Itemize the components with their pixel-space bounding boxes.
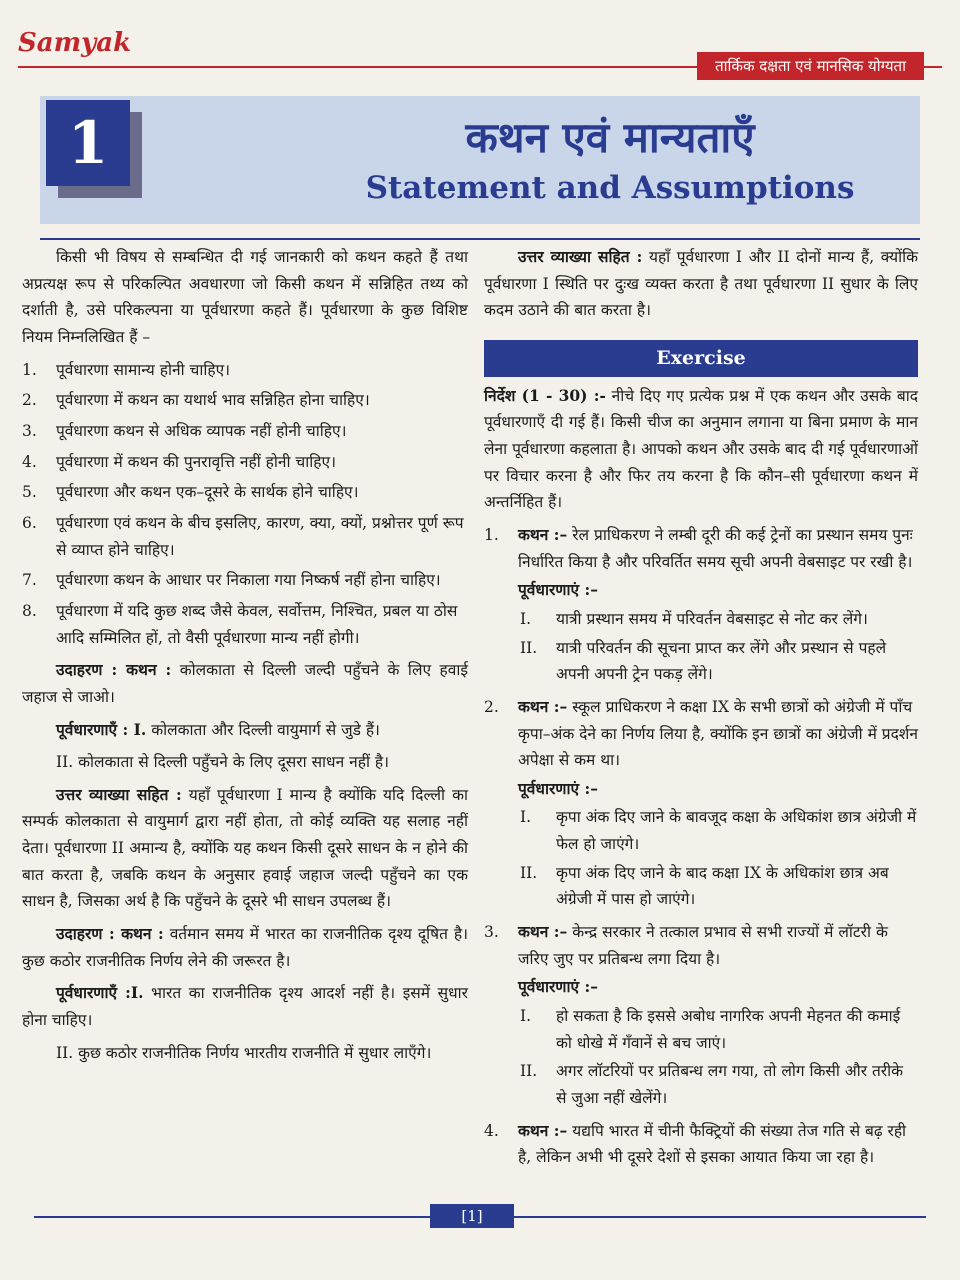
example-1-answer [22,782,468,915]
assumption-text: यात्री प्रस्थान समय में परिवर्तन वेबसाइट से नोट कर लेंगे। [556,609,868,628]
example-1-statement [22,657,468,710]
assumption-number: II. [520,863,538,882]
question-body [518,919,918,1114]
assumption-item [518,635,918,688]
list-item [22,357,468,384]
assumption-number: I. [520,808,532,827]
question-number: 1. [484,525,499,544]
question-item [484,919,918,1114]
assumption-text: कोलकाता और दिल्ली वायुमार्ग से जुडे हैं। [151,720,380,739]
rule-text: पूर्वधारणा में कथन की पुनरावृत्ति नहीं होनी चाहिए। [56,452,336,471]
assumption-label: पूर्वधारणाएँ :I. [56,983,144,1003]
statement-text: स्कूल प्राधिकरण ने कक्षा IX के सभी छात्रों को अंग्रेजी में पाँच कृपा–अंक देने का निर्णय लिया है, क्योंकि इन छात्रों का अंग्रेजी में प्रदर्शन अपेक्षा से कम था। [518,697,918,770]
question-item [484,694,918,915]
list-item [22,449,468,476]
example-1-assumption-2: II. कोलकाता से दिल्ली पहुँचने के लिए दूसरा साधन नहीं है। [56,753,389,772]
answer-label: उत्तर व्याख्या सहित : [56,784,182,804]
list-item [22,598,468,651]
rule-number: 3. [22,421,37,440]
question-item [484,1118,918,1171]
rule-text: पूर्वधारणा और कथन एक–दूसरे के सार्थक होने चाहिए। [56,483,359,502]
statement-text: रेल प्राधिकरण ने लम्बी दूरी की कई ट्रेनों का प्रस्थान समय पुनः निर्धारित किया है और परिवर्तित समय सूची अपनी वेबसाइट पर रखी है। [518,525,913,571]
statement-text: केन्द्र सरकार ने तत्काल प्रभाव से सभी राज्यों में लॉटरी के जरिए जुए पर प्रतिबन्ध लगा दिया है। [518,923,888,968]
rule-number: 1. [22,360,37,379]
example-1-assumption-1 [22,717,468,744]
question-number: 4. [484,1121,499,1140]
example-label: उदाहरण : कथन : [56,660,172,680]
assumption-text: भारत का राजनीतिक दृश्य आदर्श नहीं है। इसमें सुधार होना चाहिए। [22,984,468,1030]
question-statement [518,522,918,575]
chapter-title-english: Statement and Assumptions [365,170,855,206]
list-item [22,510,468,563]
assumption-item [518,1003,918,1056]
assumption-text: हो सकता है कि इससे अबोध नागरिक अपनी मेहनत की कमाई को धोखे में गँवानें से बच जाएं। [556,1007,901,1052]
statement-label: कथन :– [518,922,568,942]
question-statement [518,1118,918,1171]
rule-text: पूर्वधारणा कथन के आधार पर निकाला गया निष्कर्ष नहीं होना चाहिए। [56,571,441,590]
assumption-number: II. [520,1062,538,1081]
directions [484,383,918,516]
directions-text: नीचे दिए गए प्रत्येक प्रश्न में एक कथन और उसके बाद पूर्वधारणाएँ दी गई हैं। किसी चीज का अनुमान लगाना या बिना प्रमाण के मान लेना पूर्वधारणा कहलाता है। आपको कथन और उसके बाद दी गई पूर्वधारणाओं पर विचार करना है और फिर तय करना है कि कौन–सी पूर्वधारणा कथन में अन्तर्निहित हैं। [484,386,918,512]
assumption-item [518,804,918,857]
list-item [22,418,468,445]
rule-number: 8. [22,601,37,620]
page-number: [1] [430,1204,514,1228]
answer-label: उत्तर व्याख्या सहित : [518,247,643,266]
statement-text: यद्यपि भारत में चीनी फैक्ट्रियों की संख्या तेज गति से बढ़ रही है, लेकिन अभी भी दूसरे देशों से इसका आयात किया जा रहा है। [518,1121,907,1167]
rule-text: पूर्वधारणा सामान्य होनी चाहिए। [56,360,231,379]
example-2-answer [484,244,918,324]
rule-number: 7. [22,571,37,590]
brand-logo: Samyak [18,28,132,58]
answer-text: यहाँ पूर्वधारणा I और II दोनों मान्य हैं, क्योंकि पूर्वधारणा I स्थिति पर दुःख व्यक्त करता है तथा पूर्वधारणा II सुधार के लिए कदम उठाने की बात करता है। [484,248,919,320]
assumption-text: यात्री परिवर्तन की सूचना प्राप्त कर लेंगे और प्रस्थान से पहले अपनी अपनी ट्रेन पकड़ लेंगे। [556,638,887,684]
list-item [22,387,468,414]
statement-label: कथन :– [518,524,568,544]
exercise-heading: Exercise [484,340,918,377]
question-statement [518,694,918,774]
question-number: 3. [484,923,499,942]
assumption-text: कृपा अंक दिए जाने के बाद कक्षा IX के अधिकांश छात्र अब अंग्रेजी में पास हो जाएंगे। [556,863,889,909]
chapter-title-hindi: कथन एवं मान्यताएँ [465,113,755,162]
rule-text: पूर्वधारणा में कथन का यथार्थ भाव सन्निहित होना चाहिए। [56,391,370,410]
assumptions-heading: पूर्वधारणाएं :– [518,778,598,798]
example-text: वर्तमान समय में भारत का राजनीतिक दृश्य दूषित है। कुछ कठोर राजनीतिक निर्णय लेने की जरूरत है। [22,925,468,970]
rule-text: पूर्वधारणा कथन से अधिक व्यापक नहीं होनी चाहिए। [56,421,347,440]
subject-tag: तार्किक दक्षता एवं मानसिक योग्यता [697,52,924,80]
assumption-number: I. [520,1007,532,1026]
example-label: उदाहरण : कथन : [56,924,164,944]
assumption-item [518,1058,918,1111]
list-item [22,567,468,594]
directions-label: निर्देश (1 - 30) :- [484,385,606,405]
intro-paragraph: किसी भी विषय से सम्बन्धित दी गई जानकारी को कथन कहते हैं तथा अप्रत्यक्ष रूप से परिकल्पित अवधारणा जो किसी कथन में सन्निहित तथ्य को दर्शाती है, उसे परिकल्पना या पूर्वधारणा कहते हैं। पूर्वधारणा के कुछ विशिष्ट नियम निम्नलिखित हैं – [22,248,468,346]
example-2-assumption-2: II. कुछ कठोर राजनीतिक निर्णय भारतीय राजनीति में सुधार लाएँगे। [56,1043,432,1062]
left-column [22,244,468,1072]
rule-number: 4. [22,452,37,471]
statement-label: कथन :– [518,696,568,716]
question-body [518,1118,918,1171]
assumption-text: कृपा अंक दिए जाने के बावजूद कक्षा के अधिकांश छात्र अंग्रेजी में फेल हो जाएंगे। [556,808,917,854]
answer-text: यहाँ पूर्वधारणा I मान्य है क्योंकि यदि दिल्ली का सम्पर्क कोलकाता से वायुमार्ग द्वारा नहीं होता, तो कोई व्यक्ति यह सलाह नहीं देता। पूर्वधारणा II अमान्य है, क्योंकि यह कथन किसी दूसरे साधन के न होने की बात करता है, जबकि कथन के अनुसार हवाई जहाज जल्दी पहुँचने का एक साधन है, जिसका अर्थ है कि पहुँचने के दूसरे भी साधन उपलब्ध हैं। [22,785,468,911]
question-item [484,522,918,690]
example-text: कोलकाता से दिल्ली जल्दी पहुँचने के लिए हवाई जहाज से जाओ। [22,661,468,706]
assumption-item [518,606,918,633]
chapter-rule [40,238,920,240]
assumptions-heading: पूर्वधारणाएं :– [518,977,598,997]
question-statement [518,919,918,972]
rules-list [22,357,468,652]
assumption-number: I. [520,609,532,628]
assumption-text: अगर लॉटरियों पर प्रतिबन्ध लग गया, तो लोग किसी और तरीके से जुआ नहीं खेलेंगे। [556,1062,904,1108]
assumption-label: पूर्वधारणाएँ : I. [56,719,147,739]
rule-text: पूर्वधारणा में यदि कुछ शब्द जैसे केवल, सर्वोत्तम, निश्चित, प्रबल या ठोस आदि सम्मिलित हों, तो वैसी पूर्वधारणा मान्य नहीं होगी। [56,601,458,647]
chapter-number: 1 [46,100,130,186]
rule-text: पूर्वधारणा एवं कथन के बीच इसलिए, कारण, क्या, क्यों, प्रश्नोत्तर पूर्ण रूप से व्याप्त होने चाहिए। [56,513,464,559]
statement-label: कथन :– [518,1120,568,1140]
rule-number: 6. [22,513,37,532]
assumption-item [518,860,918,913]
example-2-assumption-1 [22,980,468,1033]
question-number: 2. [484,697,499,716]
example-2-statement [22,921,468,974]
assumptions-heading: पूर्वधारणाएं :– [518,580,598,600]
assumption-number: II. [520,638,538,657]
list-item [22,479,468,506]
right-column [484,244,918,1171]
question-body [518,694,918,915]
question-body [518,522,918,690]
rule-number: 2. [22,391,37,410]
rule-number: 5. [22,483,37,502]
